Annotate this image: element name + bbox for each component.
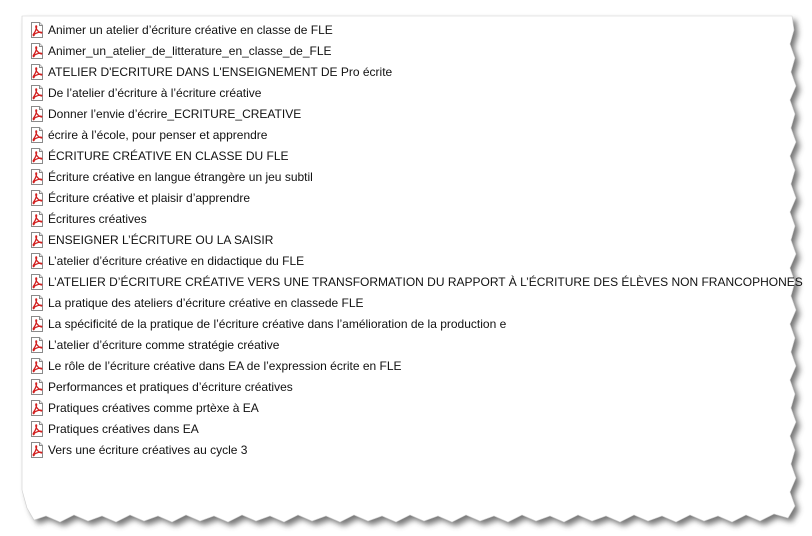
file-name: Écritures créatives — [48, 211, 147, 226]
pdf-file-icon — [29, 148, 45, 164]
pdf-file-icon — [29, 106, 45, 122]
file-name: Donner l’envie d’écrire_ECRITURE_CREATIVE — [48, 106, 302, 121]
pdf-file-icon — [29, 85, 45, 101]
file-name: Animer un atelier d’écriture créative en classe de FLE — [48, 22, 333, 37]
file-name: ATELIER D'ECRITURE DANS L'ENSEIGNEMENT DE Pro écrite — [48, 64, 393, 79]
pdf-file-icon — [29, 127, 45, 143]
file-item-16[interactable] — [29, 334, 769, 355]
file-name: Pratiques créatives comme prtèxe à EA — [48, 400, 259, 415]
pdf-file-icon — [29, 421, 45, 437]
file-item-9[interactable] — [29, 187, 769, 208]
file-item-20[interactable] — [29, 418, 769, 439]
file-item-6[interactable] — [29, 124, 769, 145]
file-item-8[interactable] — [29, 166, 769, 187]
file-name: ÉCRITURE CRÉATIVE EN CLASSE DU FLE — [48, 148, 289, 163]
pdf-file-icon — [29, 64, 45, 80]
file-name: Performances et pratiques d’écriture créatives — [48, 379, 293, 394]
pdf-file-icon — [29, 337, 45, 353]
pdf-file-icon — [29, 295, 45, 311]
file-item-17[interactable] — [29, 355, 769, 376]
file-item-3[interactable] — [29, 61, 769, 82]
file-item-11[interactable] — [29, 229, 769, 250]
file-item-7[interactable] — [29, 145, 769, 166]
file-name: De l’atelier d’écriture à l’écriture créative — [48, 85, 262, 100]
file-name: Animer_un_atelier_de_litterature_en_classe_de_FLE — [48, 43, 332, 58]
pdf-file-icon — [29, 316, 45, 332]
file-name: Vers une écriture créatives au cycle 3 — [48, 442, 248, 457]
pdf-file-icon — [29, 379, 45, 395]
file-name: L’atelier d’écriture créative en didactique du FLE — [48, 253, 305, 268]
file-name: L’atelier d’écriture comme stratégie créative — [48, 337, 280, 352]
pdf-file-icon — [29, 442, 45, 458]
file-name: Écriture créative et plaisir d’apprendre — [48, 190, 251, 205]
pdf-file-icon — [29, 400, 45, 416]
file-item-12[interactable] — [29, 250, 769, 271]
file-name: La pratique des ateliers d’écriture créative en classede FLE — [48, 295, 364, 310]
file-item-15[interactable] — [29, 313, 769, 334]
pdf-file-icon — [29, 43, 45, 59]
file-item-13[interactable] — [29, 271, 803, 292]
file-name: Pratiques créatives dans EA — [48, 421, 199, 436]
pdf-file-icon — [29, 22, 45, 38]
file-item-10[interactable] — [29, 208, 769, 229]
pdf-file-icon — [29, 169, 45, 185]
file-item-21[interactable] — [29, 439, 769, 460]
file-name: ENSEIGNER L’ÉCRITURE OU LA SAISIR — [48, 232, 274, 247]
pdf-file-icon — [29, 232, 45, 248]
file-item-14[interactable] — [29, 292, 769, 313]
pdf-file-icon — [29, 190, 45, 206]
pdf-file-icon — [29, 253, 45, 269]
file-item-1[interactable] — [29, 19, 769, 40]
file-item-4[interactable] — [29, 82, 769, 103]
pdf-file-icon — [29, 211, 45, 227]
file-item-2[interactable] — [29, 40, 769, 61]
file-item-5[interactable] — [29, 103, 769, 124]
file-name: L’ATELIER D’ÉCRITURE CRÉATIVE VERS UNE TRANSFORMATION DU RAPPORT À L’ÉCRITURE DES ÉLÈVES NON FRANCOPHONES — [48, 274, 803, 289]
file-item-19[interactable] — [29, 397, 769, 418]
file-name: Écriture créative en langue étrangère un jeu subtil — [48, 169, 313, 184]
file-name: Le rôle de l’écriture créative dans EA de l’expression écrite en FLE — [48, 358, 402, 373]
file-name: La spécificité de la pratique de l’écriture créative dans l’amélioration de la production e — [48, 316, 507, 331]
pdf-file-icon — [29, 358, 45, 374]
file-name: écrire à l’école, pour penser et apprendre — [48, 127, 268, 142]
pdf-file-icon — [29, 274, 45, 290]
file-list — [29, 19, 803, 460]
file-item-18[interactable] — [29, 376, 769, 397]
